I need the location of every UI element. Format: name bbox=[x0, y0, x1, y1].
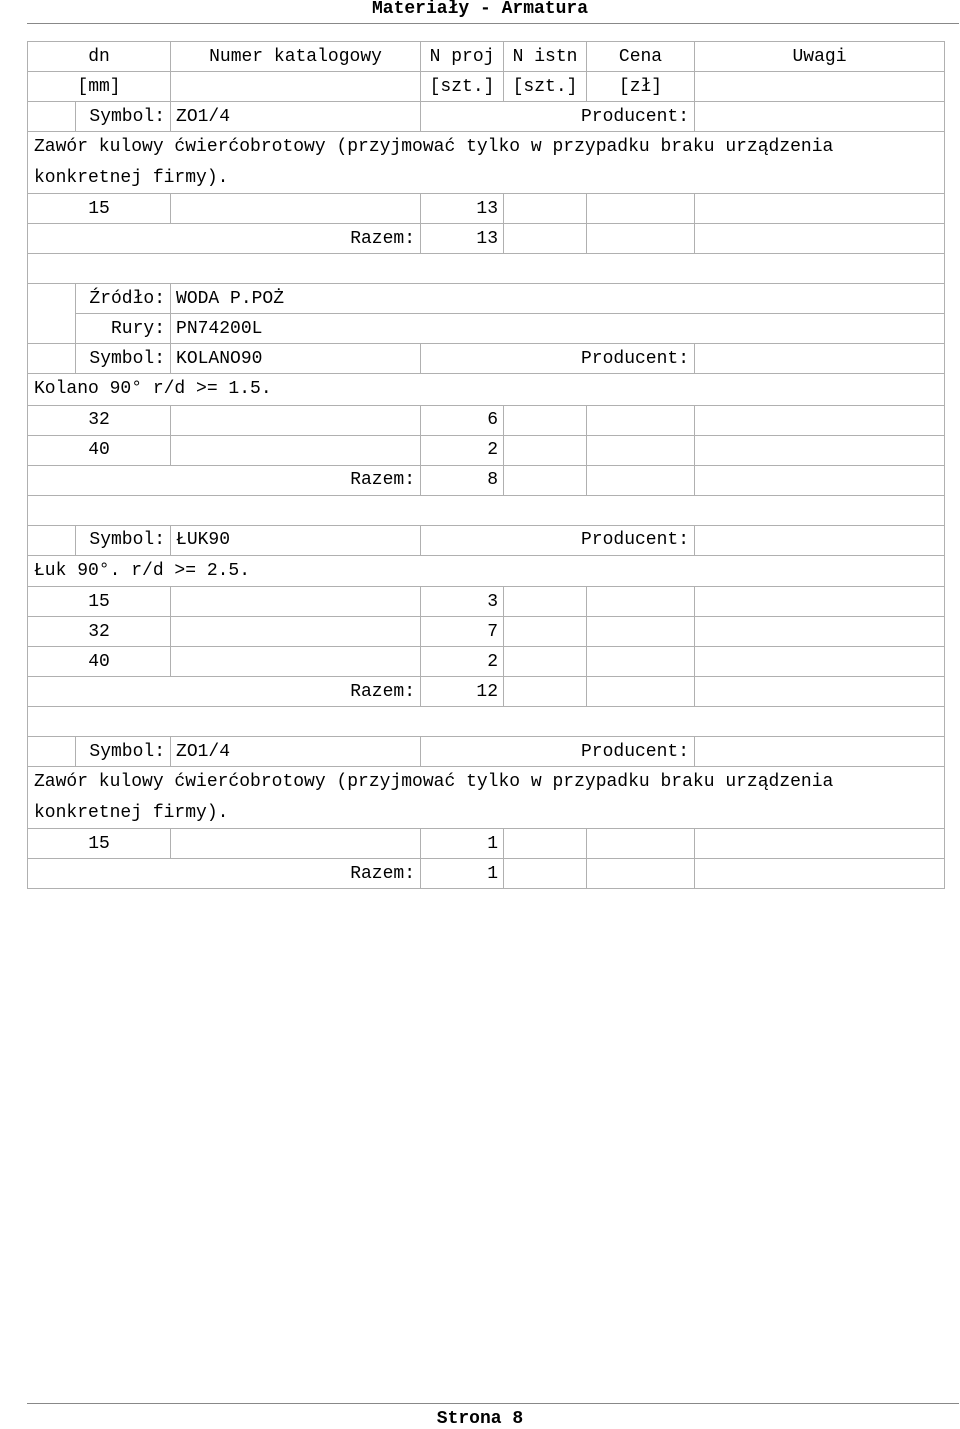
price-cell bbox=[587, 194, 695, 224]
notes-cell bbox=[695, 677, 945, 707]
catalog-number-cell bbox=[171, 647, 421, 677]
producer-label: Producent: bbox=[421, 737, 695, 767]
total-label: Razem: bbox=[28, 859, 421, 889]
col-unit-catalog bbox=[171, 72, 421, 102]
notes-cell bbox=[695, 859, 945, 889]
producer-label: Producent: bbox=[421, 102, 695, 132]
symbol-row bbox=[28, 525, 945, 555]
catalog-number-cell bbox=[171, 435, 421, 465]
description-row bbox=[28, 374, 945, 406]
catalog-number-cell bbox=[171, 405, 421, 435]
total-value: 1 bbox=[421, 859, 504, 889]
symbol-value: ZO1/4 bbox=[171, 102, 421, 132]
table-row bbox=[28, 617, 945, 647]
col-header-n-proj: N proj bbox=[421, 42, 504, 72]
table-row bbox=[28, 587, 945, 617]
page-title: Materiały - Armatura bbox=[371, 0, 589, 19]
total-row bbox=[28, 465, 945, 495]
symbol-row bbox=[28, 344, 945, 374]
total-label: Razem: bbox=[28, 465, 421, 495]
catalog-number-cell bbox=[171, 587, 421, 617]
notes-cell bbox=[695, 465, 945, 495]
price-cell bbox=[587, 859, 695, 889]
source-label: Źródło: bbox=[76, 284, 171, 314]
description-row bbox=[28, 555, 945, 587]
producer-value bbox=[695, 344, 945, 374]
pipes-row bbox=[28, 314, 945, 344]
catalog-number-cell bbox=[171, 194, 421, 224]
col-unit-n-istn: [szt.] bbox=[504, 72, 587, 102]
pipes-label: Rury: bbox=[76, 314, 171, 344]
col-header-catalog: Numer katalogowy bbox=[171, 42, 421, 72]
producer-value bbox=[695, 102, 945, 132]
indent-cell bbox=[28, 737, 76, 767]
producer-label: Producent: bbox=[421, 525, 695, 555]
item-description: Kolano 90° r/d >= 1.5. bbox=[28, 374, 945, 406]
footer-rule bbox=[27, 1403, 959, 1404]
catalog-number-cell bbox=[171, 617, 421, 647]
dn-cell: 32 bbox=[28, 617, 171, 647]
notes-cell bbox=[695, 617, 945, 647]
symbol-label: Symbol: bbox=[76, 102, 171, 132]
pipes-value: PN74200L bbox=[171, 314, 945, 344]
item-description: Zawór kulowy ćwierćobrotowy (przyjmować tylko w przypadku braku urządzenia konkretnej firmy). bbox=[28, 132, 945, 194]
n-istn-cell bbox=[504, 405, 587, 435]
separator-cell bbox=[28, 707, 945, 737]
table-row bbox=[28, 435, 945, 465]
notes-cell bbox=[695, 829, 945, 859]
symbol-row bbox=[28, 102, 945, 132]
header-rule bbox=[27, 23, 959, 24]
price-cell bbox=[587, 829, 695, 859]
n-istn-cell bbox=[504, 465, 587, 495]
separator-cell bbox=[28, 254, 945, 284]
n-istn-cell bbox=[504, 829, 587, 859]
n-proj-cell: 13 bbox=[421, 194, 504, 224]
symbol-value: ZO1/4 bbox=[171, 737, 421, 767]
table-row bbox=[28, 405, 945, 435]
indent-cell bbox=[28, 314, 76, 344]
col-header-price: Cena bbox=[587, 42, 695, 72]
total-value: 8 bbox=[421, 465, 504, 495]
dn-cell: 40 bbox=[28, 647, 171, 677]
notes-cell bbox=[695, 587, 945, 617]
n-istn-cell bbox=[504, 435, 587, 465]
notes-cell bbox=[695, 647, 945, 677]
dn-cell: 40 bbox=[28, 435, 171, 465]
source-value: WODA P.POŻ bbox=[171, 284, 945, 314]
total-row bbox=[28, 859, 945, 889]
item-description: Łuk 90°. r/d >= 2.5. bbox=[28, 555, 945, 587]
producer-value bbox=[695, 525, 945, 555]
header-row-1 bbox=[28, 42, 945, 72]
description-row bbox=[28, 132, 945, 194]
dn-cell: 15 bbox=[28, 829, 171, 859]
price-cell bbox=[587, 435, 695, 465]
n-istn-cell bbox=[504, 194, 587, 224]
n-proj-cell: 3 bbox=[421, 587, 504, 617]
n-istn-cell bbox=[504, 677, 587, 707]
total-value: 12 bbox=[421, 677, 504, 707]
n-istn-cell bbox=[504, 859, 587, 889]
price-cell bbox=[587, 617, 695, 647]
indent-cell bbox=[28, 284, 76, 314]
n-proj-cell: 6 bbox=[421, 405, 504, 435]
price-cell bbox=[587, 647, 695, 677]
price-cell bbox=[587, 224, 695, 254]
producer-label: Producent: bbox=[421, 344, 695, 374]
symbol-label: Symbol: bbox=[76, 737, 171, 767]
n-istn-cell bbox=[504, 587, 587, 617]
group-separator bbox=[28, 707, 945, 737]
total-row bbox=[28, 677, 945, 707]
col-unit-dn: [mm] bbox=[28, 72, 171, 102]
col-header-n-istn: N istn bbox=[504, 42, 587, 72]
n-proj-cell: 7 bbox=[421, 617, 504, 647]
col-header-notes: Uwagi bbox=[695, 42, 945, 72]
table-row bbox=[28, 647, 945, 677]
group-separator bbox=[28, 495, 945, 525]
dn-cell: 15 bbox=[28, 194, 171, 224]
total-label: Razem: bbox=[28, 677, 421, 707]
notes-cell bbox=[695, 194, 945, 224]
price-cell bbox=[587, 587, 695, 617]
symbol-value: KOLANO90 bbox=[171, 344, 421, 374]
indent-cell bbox=[28, 525, 76, 555]
price-cell bbox=[587, 677, 695, 707]
source-row bbox=[28, 284, 945, 314]
n-istn-cell bbox=[504, 224, 587, 254]
table-row bbox=[28, 194, 945, 224]
producer-value bbox=[695, 737, 945, 767]
n-istn-cell bbox=[504, 647, 587, 677]
symbol-row bbox=[28, 737, 945, 767]
col-header-dn: dn bbox=[28, 42, 171, 72]
total-label: Razem: bbox=[28, 224, 421, 254]
notes-cell bbox=[695, 435, 945, 465]
n-proj-cell: 2 bbox=[421, 435, 504, 465]
col-unit-n-proj: [szt.] bbox=[421, 72, 504, 102]
n-proj-cell: 2 bbox=[421, 647, 504, 677]
group-separator bbox=[28, 254, 945, 284]
description-row bbox=[28, 767, 945, 829]
catalog-number-cell bbox=[171, 829, 421, 859]
col-unit-price: [zł] bbox=[587, 72, 695, 102]
notes-cell bbox=[695, 224, 945, 254]
indent-cell bbox=[28, 102, 76, 132]
dn-cell: 15 bbox=[28, 587, 171, 617]
total-value: 13 bbox=[421, 224, 504, 254]
symbol-label: Symbol: bbox=[76, 525, 171, 555]
header-row-2 bbox=[28, 72, 945, 102]
table-row bbox=[28, 829, 945, 859]
price-cell bbox=[587, 405, 695, 435]
indent-cell bbox=[28, 344, 76, 374]
symbol-label: Symbol: bbox=[76, 344, 171, 374]
separator-cell bbox=[28, 495, 945, 525]
n-proj-cell: 1 bbox=[421, 829, 504, 859]
page-footer: Strona 8 bbox=[436, 1409, 524, 1429]
col-unit-notes bbox=[695, 72, 945, 102]
price-cell bbox=[587, 465, 695, 495]
item-description: Zawór kulowy ćwierćobrotowy (przyjmować tylko w przypadku braku urządzenia konkretnej firmy). bbox=[28, 767, 945, 829]
symbol-value: ŁUK90 bbox=[171, 525, 421, 555]
materials-table bbox=[27, 41, 945, 889]
n-istn-cell bbox=[504, 617, 587, 647]
dn-cell: 32 bbox=[28, 405, 171, 435]
notes-cell bbox=[695, 405, 945, 435]
total-row bbox=[28, 224, 945, 254]
